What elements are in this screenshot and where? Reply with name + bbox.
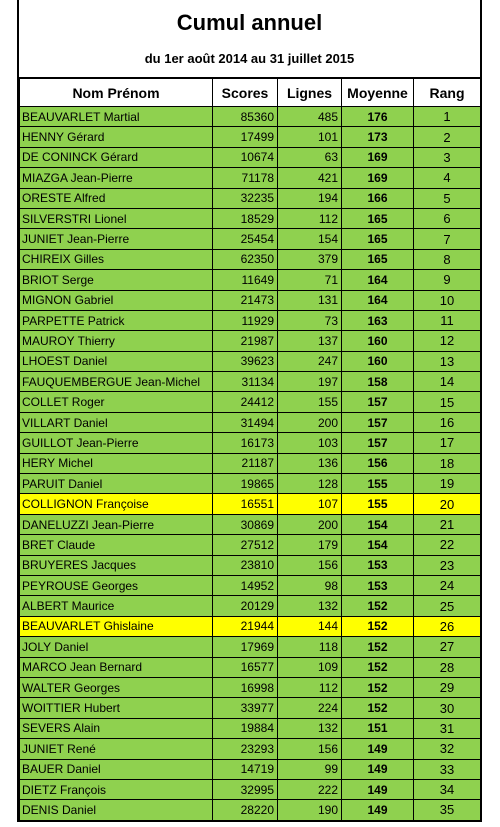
player-name: LHOEST Daniel [20, 351, 213, 371]
player-rang: 2 [414, 127, 481, 147]
table-row [20, 637, 481, 657]
table-row [20, 555, 481, 575]
player-scores: 16998 [213, 677, 278, 697]
player-name: HENNY Gérard [20, 127, 213, 147]
player-name: BRIOT Serge [20, 270, 213, 290]
player-rang: 14 [414, 372, 481, 392]
player-moyenne: 152 [342, 637, 414, 657]
period-subtitle: du 1er août 2014 au 31 juillet 2015 [144, 51, 355, 66]
player-scores: 21987 [213, 331, 278, 351]
player-name: DIETZ François [20, 779, 213, 799]
player-name: BAUER Daniel [20, 759, 213, 779]
ranking-table [19, 77, 481, 822]
player-moyenne: 164 [342, 270, 414, 290]
player-scores: 17499 [213, 127, 278, 147]
player-name: BRET Claude [20, 535, 213, 555]
player-lignes: 200 [278, 412, 342, 432]
player-name: PARPETTE Patrick [20, 310, 213, 330]
table-row [20, 800, 481, 821]
player-lignes: 194 [278, 188, 342, 208]
player-moyenne: 154 [342, 535, 414, 555]
player-rang: 16 [414, 412, 481, 432]
table-row [20, 535, 481, 555]
player-scores: 14952 [213, 575, 278, 595]
table-row [20, 188, 481, 208]
player-scores: 32235 [213, 188, 278, 208]
player-lignes: 132 [278, 596, 342, 616]
player-scores: 19884 [213, 718, 278, 738]
player-moyenne: 149 [342, 779, 414, 799]
header-row [20, 78, 481, 107]
player-moyenne: 149 [342, 739, 414, 759]
player-rang: 9 [414, 270, 481, 290]
player-lignes: 112 [278, 677, 342, 697]
player-scores: 62350 [213, 249, 278, 269]
player-lignes: 247 [278, 351, 342, 371]
player-scores: 16577 [213, 657, 278, 677]
player-name: MARCO Jean Bernard [20, 657, 213, 677]
player-rang: 32 [414, 739, 481, 759]
player-rang: 21 [414, 514, 481, 534]
player-moyenne: 152 [342, 616, 414, 636]
player-moyenne: 155 [342, 494, 414, 514]
player-scores: 27512 [213, 535, 278, 555]
player-name: CHIREIX Gilles [20, 249, 213, 269]
player-moyenne: 152 [342, 596, 414, 616]
player-moyenne: 160 [342, 331, 414, 351]
player-rang: 1 [414, 107, 481, 127]
player-rang: 10 [414, 290, 481, 310]
player-lignes: 224 [278, 698, 342, 718]
table-row [20, 208, 481, 228]
player-moyenne: 173 [342, 127, 414, 147]
player-moyenne: 149 [342, 759, 414, 779]
player-rang: 15 [414, 392, 481, 412]
player-name: ALBERT Maurice [20, 596, 213, 616]
player-lignes: 155 [278, 392, 342, 412]
player-moyenne: 153 [342, 555, 414, 575]
player-scores: 24412 [213, 392, 278, 412]
player-scores: 21473 [213, 290, 278, 310]
header-moyenne: Moyenne [342, 78, 414, 107]
player-rang: 17 [414, 433, 481, 453]
player-scores: 31494 [213, 412, 278, 432]
player-lignes: 137 [278, 331, 342, 351]
player-scores: 85360 [213, 107, 278, 127]
ranking-sheet [17, 0, 482, 822]
player-name: PARUIT Daniel [20, 474, 213, 494]
table-row [20, 494, 481, 514]
player-moyenne: 165 [342, 229, 414, 249]
table-row [20, 331, 481, 351]
player-lignes: 379 [278, 249, 342, 269]
player-lignes: 222 [278, 779, 342, 799]
table-row [20, 107, 481, 127]
table-row [20, 229, 481, 249]
header-rang: Rang [414, 78, 481, 107]
player-rang: 34 [414, 779, 481, 799]
player-rang: 27 [414, 637, 481, 657]
player-lignes: 131 [278, 290, 342, 310]
player-lignes: 156 [278, 555, 342, 575]
player-scores: 18529 [213, 208, 278, 228]
player-rang: 4 [414, 168, 481, 188]
player-lignes: 197 [278, 372, 342, 392]
player-rang: 5 [414, 188, 481, 208]
player-rang: 13 [414, 351, 481, 371]
table-row [20, 759, 481, 779]
player-scores: 10674 [213, 147, 278, 167]
player-moyenne: 156 [342, 453, 414, 473]
player-name: BRUYERES Jacques [20, 555, 213, 575]
player-moyenne: 164 [342, 290, 414, 310]
player-moyenne: 149 [342, 800, 414, 821]
player-moyenne: 152 [342, 657, 414, 677]
player-lignes: 63 [278, 147, 342, 167]
player-rang: 22 [414, 535, 481, 555]
player-lignes: 71 [278, 270, 342, 290]
player-name: HERY Michel [20, 453, 213, 473]
table-row [20, 351, 481, 371]
player-scores: 31134 [213, 372, 278, 392]
player-rang: 24 [414, 575, 481, 595]
player-scores: 33977 [213, 698, 278, 718]
player-name: GUILLOT Jean-Pierre [20, 433, 213, 453]
player-lignes: 132 [278, 718, 342, 738]
player-name: ORESTE Alfred [20, 188, 213, 208]
player-lignes: 200 [278, 514, 342, 534]
player-name: PEYROUSE Georges [20, 575, 213, 595]
player-moyenne: 158 [342, 372, 414, 392]
player-rang: 23 [414, 555, 481, 575]
player-moyenne: 160 [342, 351, 414, 371]
player-rang: 35 [414, 800, 481, 821]
player-lignes: 136 [278, 453, 342, 473]
player-lignes: 128 [278, 474, 342, 494]
player-scores: 11649 [213, 270, 278, 290]
player-scores: 19865 [213, 474, 278, 494]
player-lignes: 73 [278, 310, 342, 330]
player-scores: 20129 [213, 596, 278, 616]
player-name: JUNIET René [20, 739, 213, 759]
player-lignes: 154 [278, 229, 342, 249]
player-moyenne: 165 [342, 208, 414, 228]
player-rang: 8 [414, 249, 481, 269]
player-scores: 30869 [213, 514, 278, 534]
table-row [20, 474, 481, 494]
player-lignes: 190 [278, 800, 342, 821]
player-moyenne: 166 [342, 188, 414, 208]
player-rang: 20 [414, 494, 481, 514]
player-name: DANELUZZI Jean-Pierre [20, 514, 213, 534]
player-moyenne: 152 [342, 677, 414, 697]
player-name: SEVERS Alain [20, 718, 213, 738]
table-row [20, 310, 481, 330]
table-row [20, 677, 481, 697]
player-name: JOLY Daniel [20, 637, 213, 657]
header-name: Nom Prénom [20, 78, 213, 107]
player-rang: 25 [414, 596, 481, 616]
table-row [20, 514, 481, 534]
player-lignes: 156 [278, 739, 342, 759]
player-scores: 11929 [213, 310, 278, 330]
player-lignes: 107 [278, 494, 342, 514]
player-rang: 3 [414, 147, 481, 167]
table-row [20, 412, 481, 432]
player-rang: 29 [414, 677, 481, 697]
table-row [20, 596, 481, 616]
table-row [20, 249, 481, 269]
player-moyenne: 153 [342, 575, 414, 595]
table-row [20, 372, 481, 392]
player-scores: 23293 [213, 739, 278, 759]
player-rang: 19 [414, 474, 481, 494]
table-row [20, 657, 481, 677]
player-lignes: 99 [278, 759, 342, 779]
player-name: MAUROY Thierry [20, 331, 213, 351]
player-rang: 30 [414, 698, 481, 718]
player-name: WALTER Georges [20, 677, 213, 697]
header-lignes: Lignes [278, 78, 342, 107]
player-moyenne: 152 [342, 698, 414, 718]
player-name: WOITTIER Hubert [20, 698, 213, 718]
table-row [20, 575, 481, 595]
player-scores: 21187 [213, 453, 278, 473]
player-moyenne: 154 [342, 514, 414, 534]
player-moyenne: 163 [342, 310, 414, 330]
player-name: SILVERSTRI Lionel [20, 208, 213, 228]
table-row [20, 147, 481, 167]
player-rang: 33 [414, 759, 481, 779]
player-name: DE CONINCK Gérard [20, 147, 213, 167]
player-moyenne: 169 [342, 168, 414, 188]
player-scores: 16551 [213, 494, 278, 514]
player-rang: 12 [414, 331, 481, 351]
table-row [20, 270, 481, 290]
player-name: MIGNON Gabriel [20, 290, 213, 310]
player-name: FAUQUEMBERGUE Jean-Michel [20, 372, 213, 392]
player-scores: 21944 [213, 616, 278, 636]
table-row [20, 739, 481, 759]
table-body [20, 107, 481, 821]
player-rang: 28 [414, 657, 481, 677]
player-lignes: 98 [278, 575, 342, 595]
player-scores: 71178 [213, 168, 278, 188]
player-moyenne: 151 [342, 718, 414, 738]
player-scores: 17969 [213, 637, 278, 657]
player-name: JUNIET Jean-Pierre [20, 229, 213, 249]
player-name: BEAUVARLET Ghislaine [20, 616, 213, 636]
table-row [20, 290, 481, 310]
player-name: BEAUVARLET Martial [20, 107, 213, 127]
player-scores: 25454 [213, 229, 278, 249]
table-row [20, 779, 481, 799]
player-rang: 11 [414, 310, 481, 330]
player-name: COLLIGNON Françoise [20, 494, 213, 514]
player-scores: 23810 [213, 555, 278, 575]
player-lignes: 144 [278, 616, 342, 636]
player-lignes: 103 [278, 433, 342, 453]
player-name: MIAZGA Jean-Pierre [20, 168, 213, 188]
player-moyenne: 155 [342, 474, 414, 494]
table-row [20, 616, 481, 636]
table-header [20, 78, 481, 107]
page-title: Cumul annuel [176, 10, 323, 35]
player-lignes: 118 [278, 637, 342, 657]
header-scores: Scores [213, 78, 278, 107]
player-moyenne: 165 [342, 249, 414, 269]
player-moyenne: 169 [342, 147, 414, 167]
player-scores: 14719 [213, 759, 278, 779]
table-row [20, 718, 481, 738]
table-row [20, 453, 481, 473]
player-moyenne: 157 [342, 433, 414, 453]
player-lignes: 485 [278, 107, 342, 127]
player-rang: 18 [414, 453, 481, 473]
player-scores: 32995 [213, 779, 278, 799]
player-name: VILLART Daniel [20, 412, 213, 432]
table-row [20, 168, 481, 188]
player-name: DENIS Daniel [20, 800, 213, 821]
player-lignes: 179 [278, 535, 342, 555]
table-row [20, 433, 481, 453]
player-lignes: 421 [278, 168, 342, 188]
table-row [20, 392, 481, 412]
player-lignes: 112 [278, 208, 342, 228]
player-rang: 31 [414, 718, 481, 738]
player-rang: 26 [414, 616, 481, 636]
player-rang: 6 [414, 208, 481, 228]
player-moyenne: 176 [342, 107, 414, 127]
player-lignes: 109 [278, 657, 342, 677]
player-lignes: 101 [278, 127, 342, 147]
player-scores: 16173 [213, 433, 278, 453]
table-row [20, 127, 481, 147]
player-scores: 28220 [213, 800, 278, 821]
player-name: COLLET Roger [20, 392, 213, 412]
player-moyenne: 157 [342, 412, 414, 432]
player-moyenne: 157 [342, 392, 414, 412]
table-row [20, 698, 481, 718]
player-scores: 39623 [213, 351, 278, 371]
player-rang: 7 [414, 229, 481, 249]
